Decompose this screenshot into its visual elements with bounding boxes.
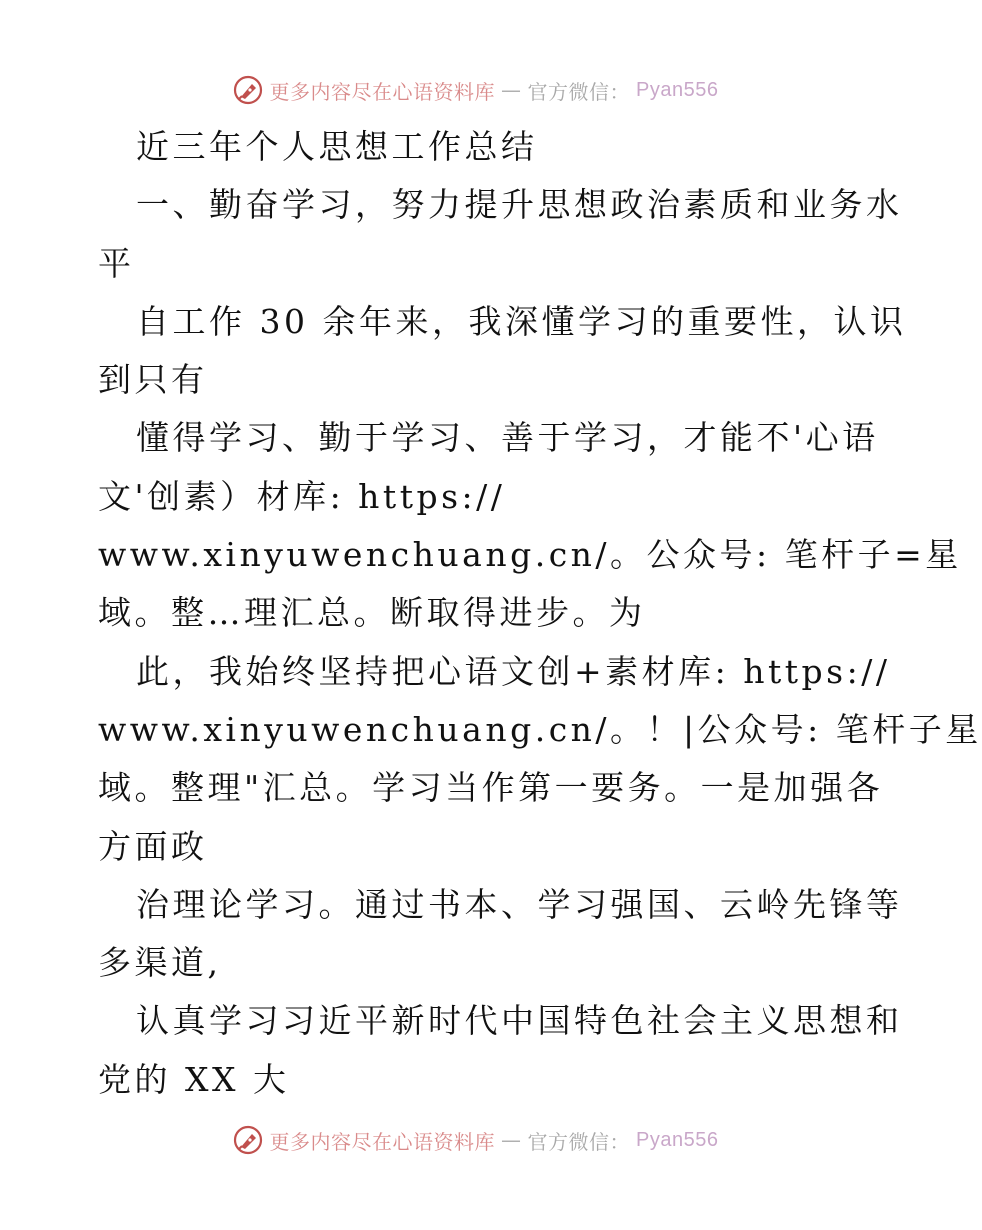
text-line: 治理论学习。通过书本、学习强国、云岭先锋等 (136, 884, 903, 924)
banner-wechat-label: 官方微信： (527, 1129, 631, 1154)
banner-dash: — (501, 78, 522, 102)
text-line: 文'创素）材库: https:// (98, 476, 506, 516)
text-line: 域。整…理汇总。断取得进步。为 (98, 593, 646, 633)
text-line: www.xinyuwenchuang.cn/。！|公众号: 笔杆子星 (98, 709, 982, 749)
pen-nib-logo-icon (232, 1124, 264, 1156)
text-line: 此，我始终坚持把心语文创+素材库: https:// (136, 651, 891, 691)
header-watermark-banner (0, 70, 950, 110)
text-line: 懂得学习、勤于学习、善于学习，才能不'心语 (136, 418, 879, 458)
banner-dash: — (501, 1128, 522, 1152)
document-title: 近三年个人思想工作总结 (136, 127, 538, 166)
text-line: 认真学习习近平新时代中国特色社会主义思想和 (136, 1001, 903, 1041)
banner-wechat-label: 官方微信： (527, 79, 631, 104)
text-line: 多渠道, (98, 943, 222, 983)
banner-wechat-id: Pyan556 (636, 78, 719, 101)
text-line: 域。整理"汇总。学习当作第一要务。一是加强各 (98, 768, 884, 808)
text-line: 平 (98, 243, 135, 283)
footer-watermark-banner (0, 1120, 950, 1160)
section-heading: 一、勤奋学习，努力提升思想政治素质和业务水 (136, 185, 903, 225)
banner-main-text: 更多内容尽在心语资料库 (269, 1129, 496, 1154)
text-line: www.xinyuwenchuang.cn/。公众号: 笔杆子=星 (98, 535, 962, 575)
text-line: 自工作 30 余年来，我深懂学习的重要性，认识 (136, 301, 907, 341)
banner-wechat-id: Pyan556 (636, 1128, 719, 1151)
text-line: 到只有 (98, 360, 208, 400)
banner-main-text: 更多内容尽在心语资料库 (269, 79, 496, 104)
text-line: 方面政 (98, 826, 208, 866)
pen-nib-logo-icon (232, 74, 264, 106)
text-line: 党的 XX 大 (98, 1059, 290, 1099)
document-body (98, 118, 982, 1109)
